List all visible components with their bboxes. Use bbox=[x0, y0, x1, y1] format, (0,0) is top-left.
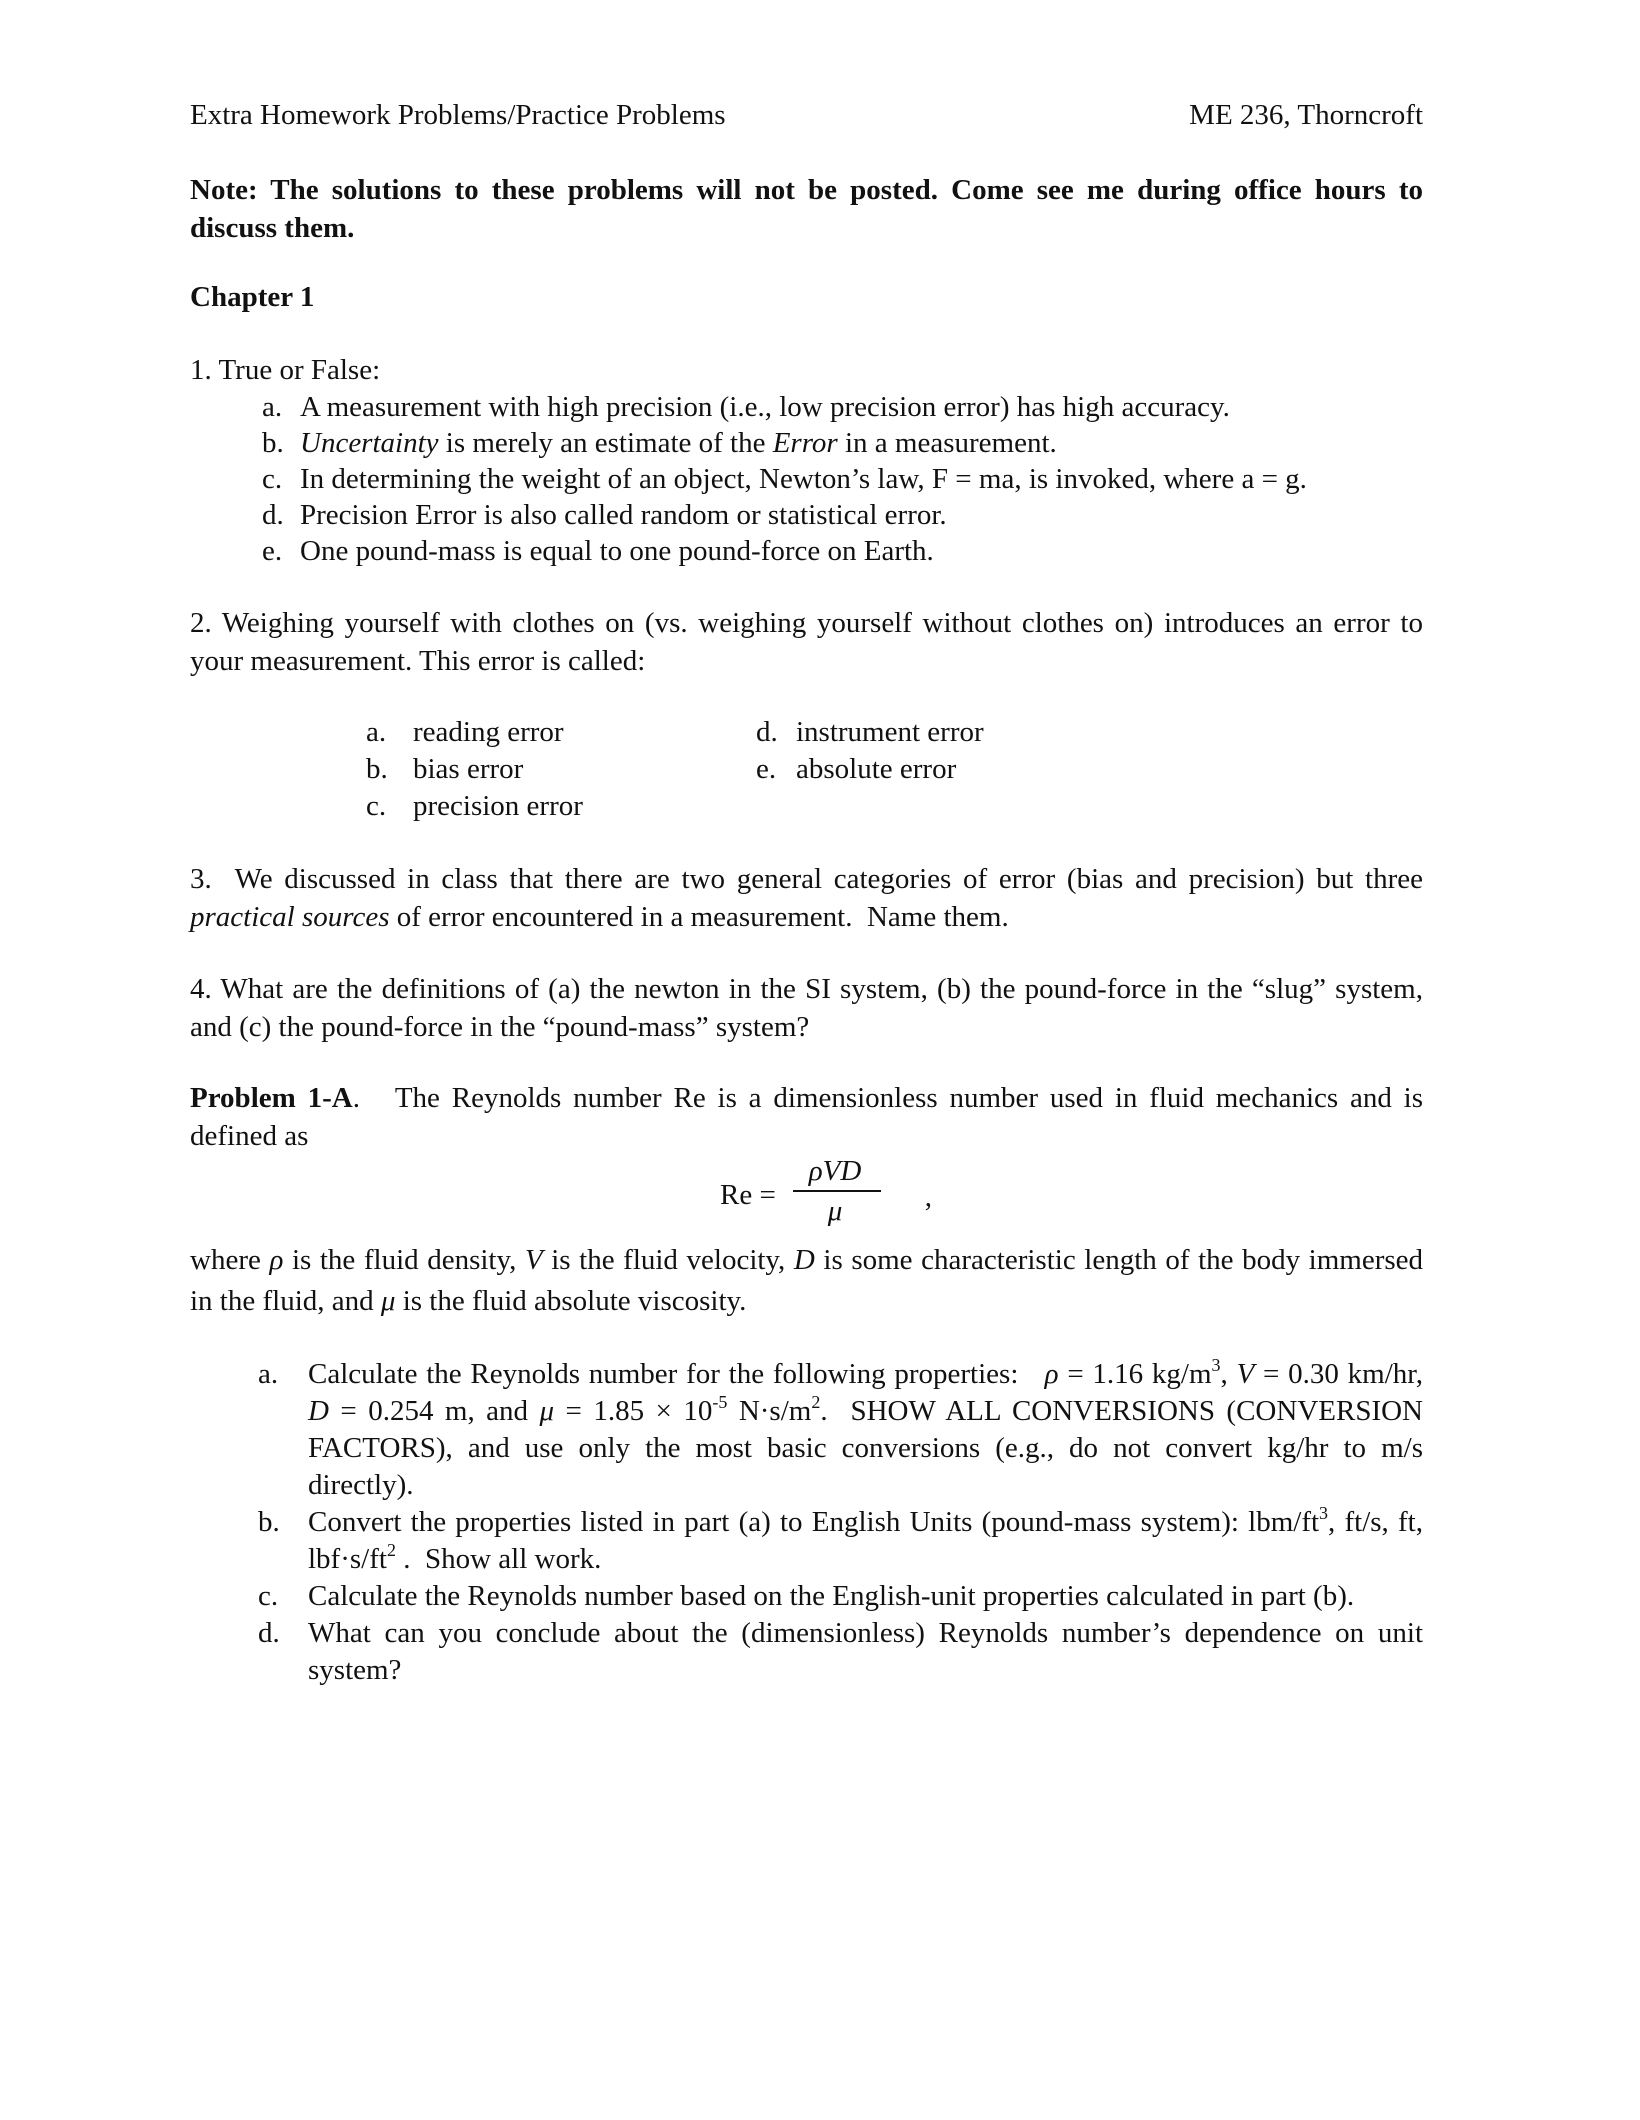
question-2-choices-right bbox=[756, 713, 984, 787]
list-item: c. precision error bbox=[366, 790, 583, 822]
header-course-instructor: ME 236, Thorncroft bbox=[1189, 99, 1423, 131]
problem-1a-parts bbox=[258, 1355, 1431, 1689]
list-item: c. In determining the weight of an object, Newton’s law, F = ma, is invoked, where a = g. bbox=[262, 463, 1307, 495]
equation-trailing-comma: , bbox=[924, 1181, 932, 1213]
list-item: b. Convert the properties listed in part (a) to English Units (pound-mass system): lbm/$ft^3$, ft/s, ft, $lbf\cdot s/ft^2$ . Show all work. bbox=[258, 1503, 1431, 1575]
question-4-text: 4. What are the definitions of (a) the newton in the SI system, (b) the pound-force in the “slug” system, and (c) the pound-force in the “pound-mass” system? bbox=[190, 973, 1423, 1043]
note-paragraph: Note: The solutions to these problems will not be posted. Come see me during office hours to discuss them. bbox=[190, 174, 1423, 244]
equation-numerator: ρVD bbox=[808, 1155, 862, 1187]
problem-label: Problem 1-A bbox=[190, 1082, 353, 1114]
list-item: a. reading error bbox=[366, 716, 564, 748]
list-item: e. One pound-mass is equal to one pound-force on Earth. bbox=[262, 535, 934, 567]
reynolds-equation bbox=[720, 1152, 932, 1242]
question-1-list bbox=[262, 388, 1307, 568]
question-2-choices-left bbox=[366, 713, 583, 824]
list-item: e. absolute error bbox=[756, 753, 957, 785]
variable-definitions: where ρ is the fluid density, V is the fluid velocity, D is some characteristic length of the body immersed in the fluid, and μ is the fluid absolute viscosity. bbox=[190, 1244, 1431, 1317]
list-item: a. A measurement with high precision (i.e., low precision error) has high accuracy. bbox=[262, 391, 1230, 423]
equation-denominator: μ bbox=[827, 1195, 843, 1227]
chapter-heading: Chapter 1 bbox=[190, 281, 315, 313]
problem-1a-intro: Problem 1-A. The Reynolds number Re is a dimensionless number used in fluid mechanics and is defined as bbox=[190, 1082, 1431, 1152]
list-item: b. Uncertainty is merely an estimate of the Error in a measurement. bbox=[262, 427, 1057, 459]
list-item: d. What can you conclude about the (dimensionless) Reynolds number’s dependence on unit system? bbox=[258, 1617, 1423, 1686]
list-item: c. Calculate the Reynolds number based on the English-unit properties calculated in part (b). bbox=[258, 1580, 1355, 1612]
list-item: a. Calculate the Reynolds number for the following properties: ρ = 1.16 $kg/m^3$, V = 0.30 km/hr, D = 0.254 m, and $\mu = 1.85 \times 10^{-5}$ $N\cdot s/m^2$. SHOW ALL CONVERSIONS (CONVERSION FACTORS), and use only the most basic conversions (e.g., do not convert kg/hr to m/s directly). bbox=[258, 1355, 1431, 1501]
list-item: d. Precision Error is also called random or statistical error. bbox=[262, 499, 947, 531]
question-2-text: 2. Weighing yourself with clothes on (vs. weighing yourself without clothes on) introduces an error to your measurement. This error is called: bbox=[190, 607, 1423, 677]
header-course-title: Extra Homework Problems/Practice Problems bbox=[190, 99, 726, 131]
list-item: b. bias error bbox=[366, 753, 524, 785]
question-1-intro: 1. True or False: bbox=[190, 354, 381, 386]
equation-lhs: Re = bbox=[720, 1179, 776, 1211]
question-3-text: 3. We discussed in class that there are two general categories of error (bias and precision) but three practical sources of error encountered in a measurement. Name them. bbox=[190, 863, 1431, 933]
list-item: d. instrument error bbox=[756, 716, 984, 748]
